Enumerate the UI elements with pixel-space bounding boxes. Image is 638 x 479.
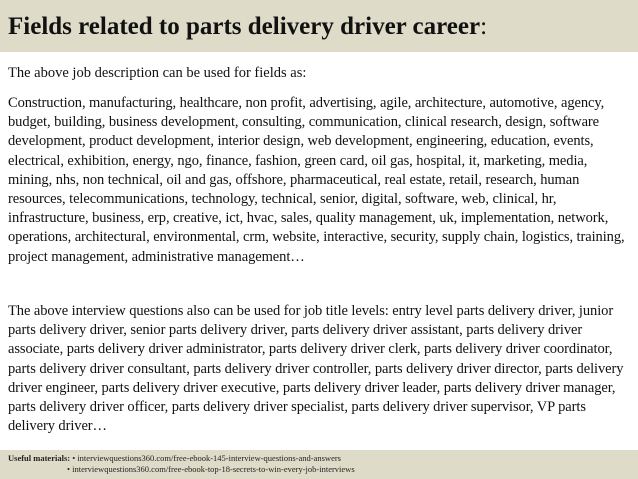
slide-title-text: Fields related to parts delivery driver career [8,13,481,40]
footer-link-ebook-145[interactable]: • interviewquestions360.com/free-ebook-145-interview-questions-and-answers [72,453,341,463]
footer-row-1 [8,453,341,464]
intro-text: The above job description can be used for fields as: [8,65,307,81]
slide-title-colon: : [480,13,488,40]
job-levels-paragraph: The above interview questions also can be used for job title levels: entry level parts delivery driver, junior parts delivery driver, senior parts delivery driver, parts delivery driver assistant, parts delivery driver associate, parts delivery driver administrator, parts delivery driver clerk, parts delivery driver coordinator, parts delivery driver consultant, parts delivery driver controller, parts delivery driver director, parts delivery driver engineer, parts delivery driver executive, parts delivery driver leader, parts delivery driver manager, parts delivery driver officer, parts delivery driver specialist, parts delivery driver supervisor, VP parts delivery driver… [8,303,624,435]
footer-row-2 [67,464,355,475]
footer-bar [0,450,638,479]
title-bar [0,0,638,52]
footer-link-ebook-top-18[interactable]: • interviewquestions360.com/free-ebook-top-18-secrets-to-win-every-job-interviews [67,464,355,474]
slide-title [8,12,487,42]
footer-label: Useful materials: [8,453,71,463]
fields-paragraph: Construction, manufacturing, healthcare, non profit, advertising, agile, architecture, automotive, agency, budget, building, business development, consulting, communication, clinical research, design, software development, product development, interior design, web development, engineering, education, events, electrical, exhibition, energy, ngo, finance, fashion, green card, oil gas, hospital, it, marketing, media, mining, nhs, non technical, oil and gas, offshore, pharmaceutical, real estate, retail, research, human resources, telecommunications, technology, technical, senior, digital, software, web, clinical, hr, infrastructure, business, erp, creative, ict, hvac, sales, quality management, uk, implementation, network, operations, architectural, environmental, crm, website, interactive, security, supply chain, logistics, training, project management, administrative management… [8,95,625,265]
